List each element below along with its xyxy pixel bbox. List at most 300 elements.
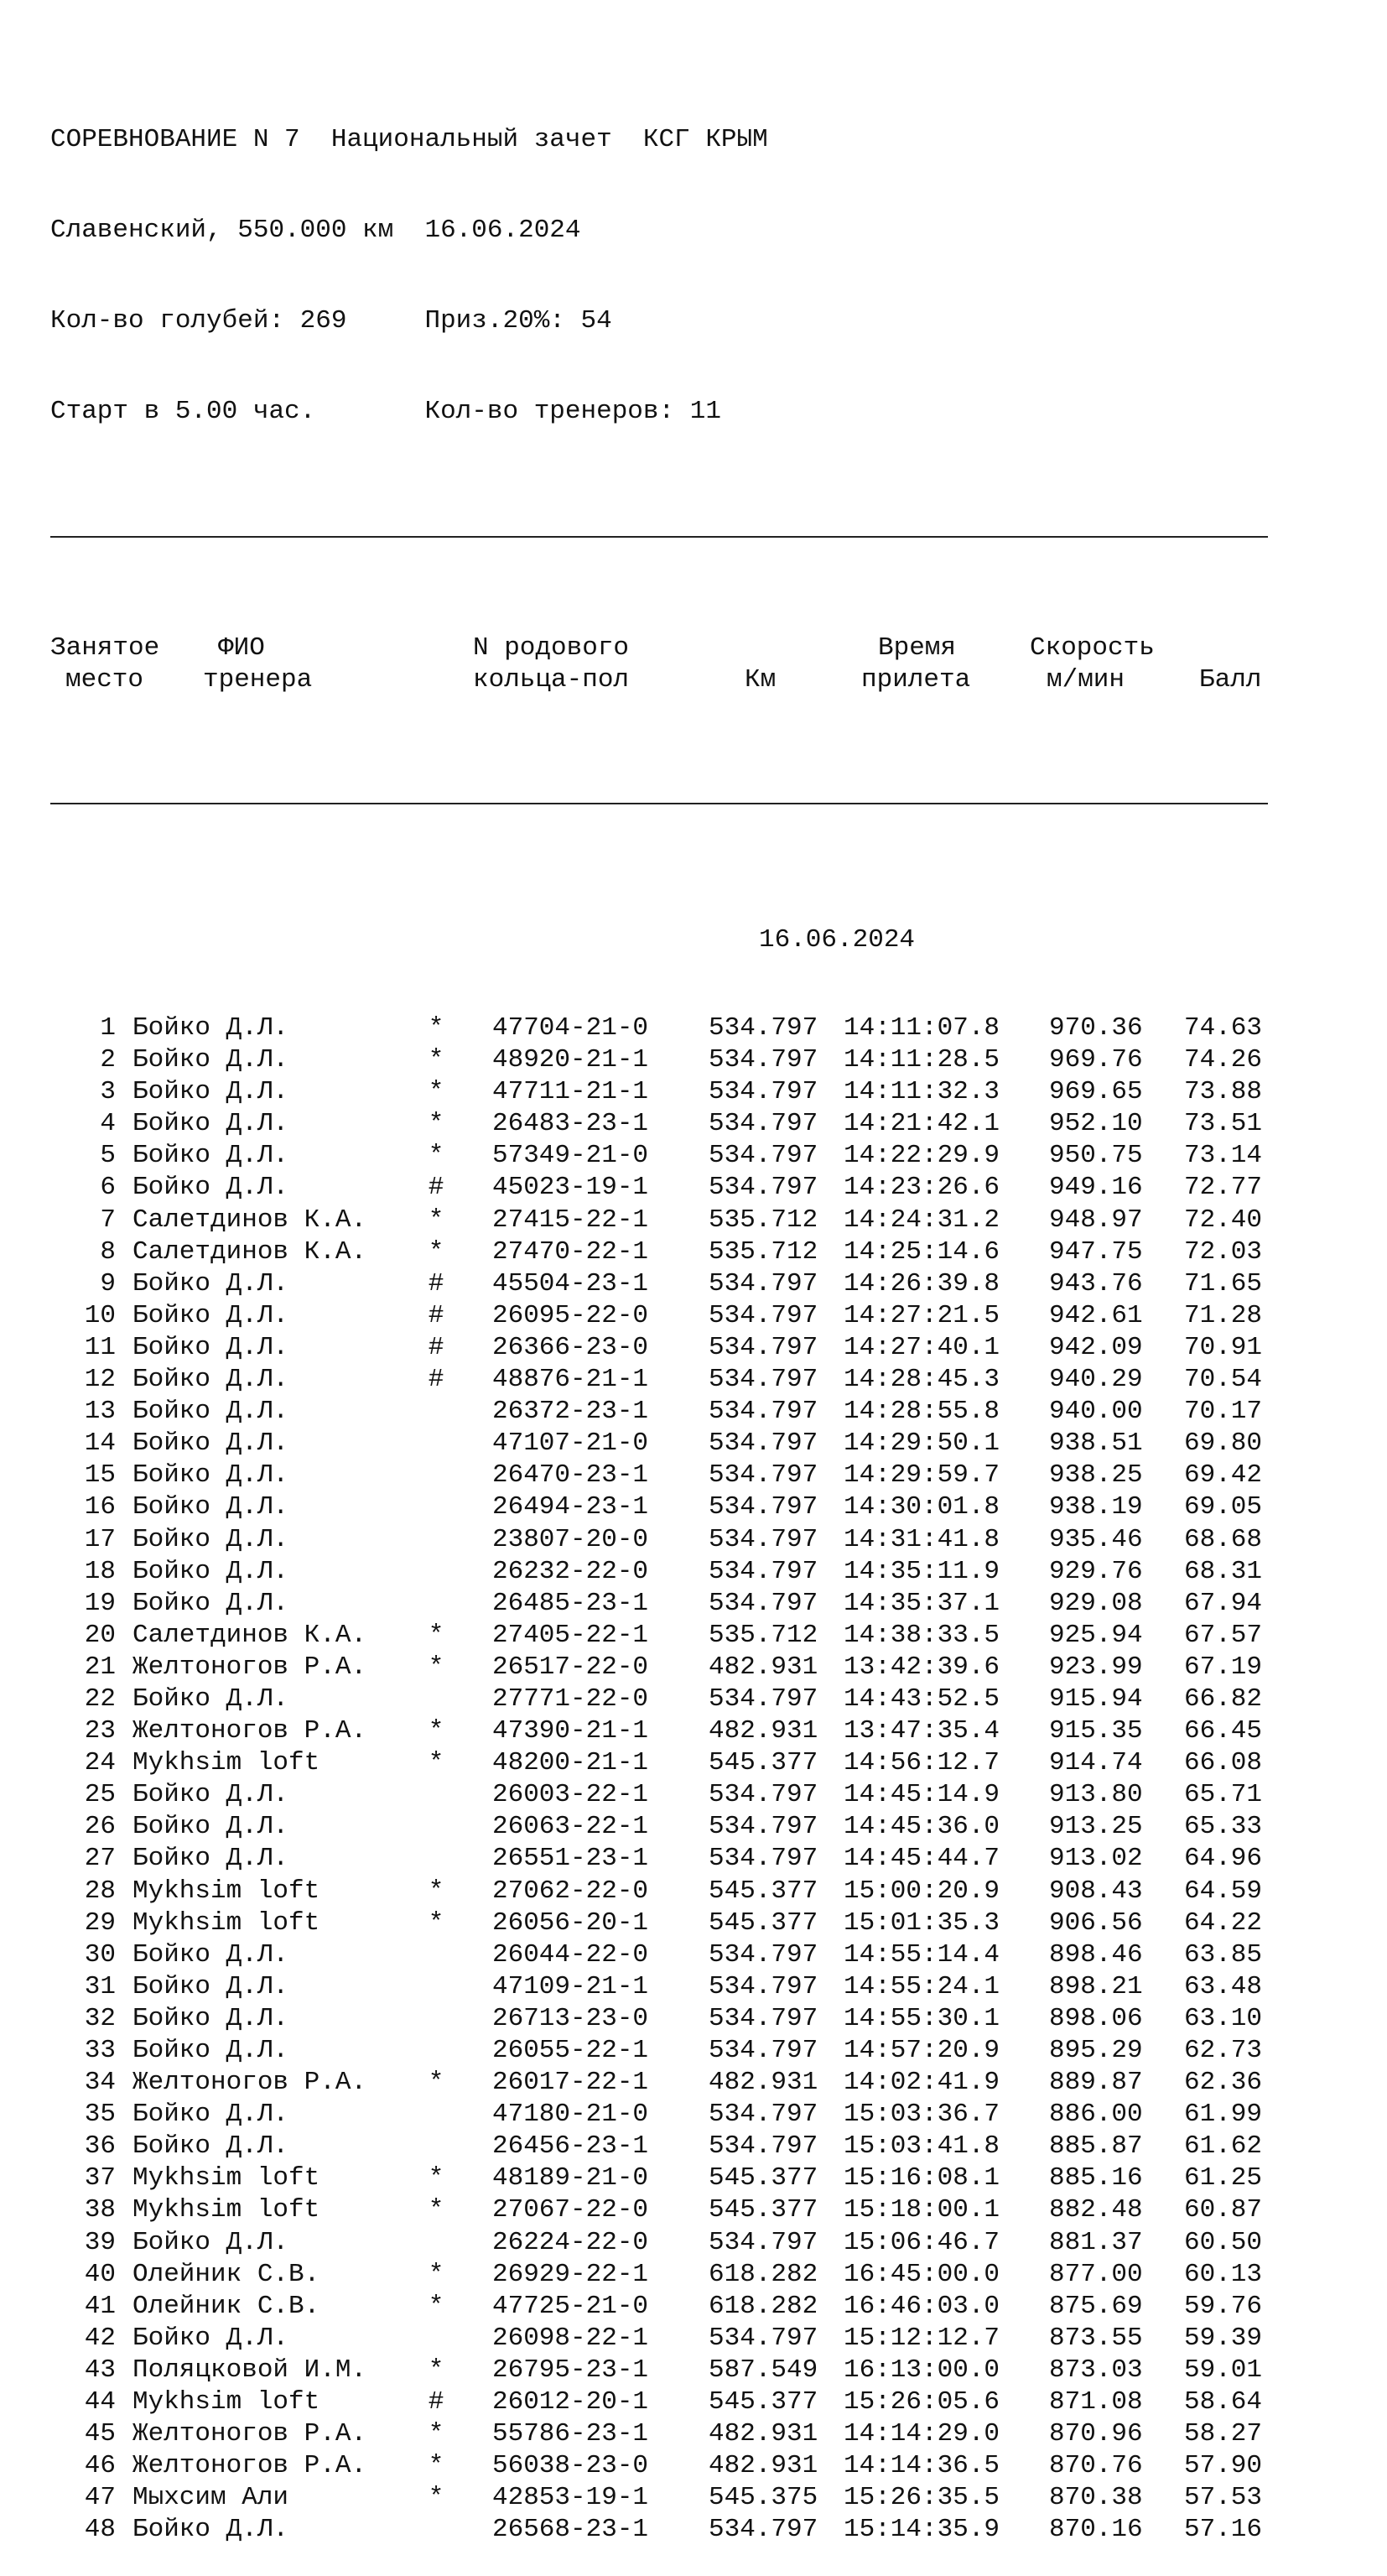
col-name-label-1: ФИО (218, 633, 265, 663)
place-cell: 12 (84, 1365, 116, 1395)
trainer-name-cell: Бойко Д.Л. (132, 1300, 289, 1330)
arrival-time-cell: 16:46:03.0 (844, 2291, 1000, 2321)
score-cell: 59.39 (1184, 2323, 1263, 2353)
ring-number-cell: 26551-23-1 (492, 1844, 649, 1874)
speed-cell: 943.76 (1049, 1268, 1143, 1298)
speed-cell: 952.10 (1049, 1109, 1143, 1139)
arrival-time-cell: 14:35:37.1 (844, 1588, 1000, 1618)
mark-cell: * (428, 1716, 444, 1746)
score-cell: 64.22 (1184, 1907, 1263, 1938)
trainer-name-cell: Желтоногов Р.А. (132, 2068, 367, 2098)
arrival-time-cell: 13:47:35.4 (844, 1716, 1000, 1746)
score-cell: 69.42 (1184, 1460, 1263, 1491)
trainer-name-cell: Бойко Д.Л. (132, 1141, 289, 1171)
mark-cell: * (428, 1013, 444, 1043)
trainer-name-cell: Бойко Д.Л. (132, 1365, 289, 1395)
mark-cell: * (428, 2483, 444, 2513)
table-row (50, 1205, 1268, 1236)
score-cell: 72.40 (1184, 1205, 1263, 1235)
distance-cell: 534.797 (709, 2227, 818, 2257)
place-cell: 34 (84, 2068, 116, 2098)
ring-number-cell: 27067-22-0 (492, 2195, 649, 2225)
mark-cell: * (428, 1620, 444, 1650)
place-cell: 44 (84, 2387, 116, 2417)
score-cell: 60.87 (1184, 2195, 1263, 2225)
arrival-time-cell: 15:26:05.6 (844, 2387, 1000, 2417)
speed-cell: 925.94 (1049, 1620, 1143, 1650)
speed-cell: 913.02 (1049, 1844, 1143, 1874)
arrival-time-cell: 15:06:46.7 (844, 2227, 1000, 2257)
distance-cell: 534.797 (709, 1939, 818, 1970)
speed-cell: 940.00 (1049, 1397, 1143, 1427)
distance-cell: 482.931 (709, 2068, 818, 2098)
release-point-line: Славенский, 550.000 км 16.06.2024 (50, 216, 581, 245)
trainer-name-cell: Бойко Д.Л. (132, 1077, 289, 1107)
table-row (50, 1236, 1268, 1268)
header-bottom-rule (50, 803, 1268, 804)
arrival-time-cell: 14:25:14.6 (844, 1236, 1000, 1267)
table-row (50, 1172, 1268, 1204)
speed-cell: 870.76 (1049, 2451, 1143, 2481)
score-cell: 63.85 (1184, 1939, 1263, 1970)
distance-cell: 534.797 (709, 1365, 818, 1395)
distance-cell: 535.712 (709, 1205, 818, 1235)
table-row (50, 1076, 1268, 1108)
score-cell: 66.45 (1184, 1716, 1263, 1746)
place-cell: 40 (84, 2259, 116, 2289)
mark-cell: * (428, 1876, 444, 1906)
place-cell: 26 (84, 1812, 116, 1842)
trainer-name-cell: Мыхсим Али (132, 2483, 289, 2513)
score-cell: 58.27 (1184, 2419, 1263, 2449)
score-cell: 64.59 (1184, 1876, 1263, 1906)
place-cell: 38 (84, 2195, 116, 2225)
arrival-time-cell: 13:42:39.6 (844, 1652, 1000, 1682)
place-cell: 13 (84, 1397, 116, 1427)
distance-cell: 534.797 (709, 2003, 818, 2033)
table-row (50, 2482, 1268, 2514)
speed-cell: 873.03 (1049, 2355, 1143, 2385)
trainer-name-cell: Бойко Д.Л. (132, 1971, 289, 2001)
arrival-time-cell: 14:11:32.3 (844, 1077, 1000, 1107)
ring-number-cell: 27470-22-1 (492, 1236, 649, 1267)
arrival-time-cell: 14:43:52.5 (844, 1684, 1000, 1714)
table-row (50, 1971, 1268, 2003)
ring-number-cell: 47390-21-1 (492, 1716, 649, 1746)
speed-cell: 938.51 (1049, 1429, 1143, 1459)
ring-number-cell: 26470-23-1 (492, 1460, 649, 1491)
trainer-name-cell: Mykhsim loft (132, 1748, 320, 1778)
distance-cell: 534.797 (709, 1460, 818, 1491)
arrival-time-cell: 14:35:11.9 (844, 1556, 1000, 1586)
trainer-name-cell: Бойко Д.Л. (132, 1268, 289, 1298)
ring-number-cell: 48876-21-1 (492, 1365, 649, 1395)
mark-cell: * (428, 2259, 444, 2289)
place-cell: 24 (84, 1748, 116, 1778)
ring-number-cell: 27405-22-1 (492, 1620, 649, 1650)
mark-cell: # (428, 1365, 444, 1395)
competition-title: СОРЕВНОВАНИЕ N 7 Национальный зачет КСГ КРЫМ (50, 125, 768, 154)
table-row (50, 2131, 1268, 2162)
score-cell: 69.05 (1184, 1492, 1263, 1522)
col-place-label-2: место (65, 665, 144, 695)
distance-cell: 534.797 (709, 2323, 818, 2353)
place-cell: 25 (84, 1780, 116, 1810)
score-cell: 66.08 (1184, 1748, 1263, 1778)
arrival-time-cell: 14:45:44.7 (844, 1844, 1000, 1874)
score-cell: 67.57 (1184, 1620, 1263, 1650)
table-row (50, 2418, 1268, 2450)
ring-number-cell: 26055-22-1 (492, 2036, 649, 2065)
arrival-time-cell: 14:21:42.1 (844, 1109, 1000, 1139)
distance-cell: 534.797 (709, 1684, 818, 1714)
score-cell: 67.94 (1184, 1588, 1263, 1618)
arrival-time-cell: 14:28:45.3 (844, 1365, 1000, 1395)
trainer-name-cell: Бойко Д.Л. (132, 1109, 289, 1139)
trainer-name-cell: Салетдинов К.А. (132, 1236, 367, 1267)
arrival-time-cell: 15:01:35.3 (844, 1907, 1000, 1938)
arrival-time-cell: 14:55:24.1 (844, 1971, 1000, 2001)
trainer-name-cell: Бойко Д.Л. (132, 1780, 289, 1810)
table-row (50, 1715, 1268, 1747)
speed-cell: 923.99 (1049, 1652, 1143, 1682)
trainer-name-cell: Бойко Д.Л. (132, 1844, 289, 1874)
mark-cell: * (428, 1109, 444, 1139)
score-cell: 57.53 (1184, 2483, 1263, 2513)
trainer-name-cell: Бойко Д.Л. (132, 1332, 289, 1362)
table-row (50, 2259, 1268, 2291)
table-row (50, 1332, 1268, 1364)
trainer-name-cell: Желтоногов Р.А. (132, 1652, 367, 1682)
mark-cell: * (428, 2355, 444, 2385)
place-cell: 47 (84, 2483, 116, 2513)
speed-cell: 940.29 (1049, 1365, 1143, 1395)
distance-cell: 482.931 (709, 2419, 818, 2449)
arrival-time-cell: 15:14:35.9 (844, 2515, 1000, 2545)
place-cell: 8 (100, 1236, 116, 1267)
place-cell: 17 (84, 1524, 116, 1554)
mark-cell: * (428, 1077, 444, 1107)
date-separator: 16.06.2024 (759, 925, 916, 955)
table-row (50, 1779, 1268, 1811)
arrival-time-cell: 14:31:41.8 (844, 1524, 1000, 1554)
mark-cell: # (428, 1332, 444, 1362)
trainer-name-cell: Поляцковой И.М. (132, 2355, 367, 2385)
speed-cell: 969.65 (1049, 1077, 1143, 1107)
arrival-time-cell: 16:45:00.0 (844, 2259, 1000, 2289)
arrival-time-cell: 14:14:36.5 (844, 2451, 1000, 2481)
speed-cell: 906.56 (1049, 1907, 1143, 1938)
distance-cell: 587.549 (709, 2355, 818, 2385)
distance-cell: 534.797 (709, 1268, 818, 1298)
score-cell: 64.96 (1184, 1844, 1263, 1874)
speed-cell: 915.35 (1049, 1716, 1143, 1746)
score-cell: 74.63 (1184, 1013, 1263, 1043)
place-cell: 4 (100, 1109, 116, 1139)
ring-number-cell: 26517-22-0 (492, 1652, 649, 1682)
place-cell: 46 (84, 2451, 116, 2481)
speed-cell: 938.25 (1049, 1460, 1143, 1491)
place-cell: 28 (84, 1876, 116, 1906)
ring-number-cell: 57349-21-0 (492, 1141, 649, 1171)
place-cell: 42 (84, 2323, 116, 2353)
mark-cell: * (428, 1045, 444, 1075)
trainer-name-cell: Бойко Д.Л. (132, 1492, 289, 1522)
distance-cell: 534.797 (709, 1109, 818, 1139)
table-row (50, 1396, 1268, 1428)
mark-cell: * (428, 1652, 444, 1682)
place-cell: 48 (84, 2515, 116, 2545)
table-row (50, 2162, 1268, 2194)
ring-number-cell: 26929-22-1 (492, 2259, 649, 2289)
place-cell: 19 (84, 1588, 116, 1618)
distance-cell: 534.797 (709, 1844, 818, 1874)
table-row (50, 1876, 1268, 1907)
speed-cell: 929.08 (1049, 1588, 1143, 1618)
table-row (50, 1588, 1268, 1620)
score-cell: 68.68 (1184, 1524, 1263, 1554)
trainer-name-cell: Бойко Д.Л. (132, 1013, 289, 1043)
ring-number-cell: 26224-22-0 (492, 2227, 649, 2257)
distance-cell: 545.377 (709, 1876, 818, 1906)
start-time-line: Старт в 5.00 час. Кол-во тренеров: 11 (50, 397, 721, 426)
trainer-name-cell: Бойко Д.Л. (132, 1684, 289, 1714)
arrival-time-cell: 16:13:00.0 (844, 2355, 1000, 2385)
mark-cell: * (428, 1907, 444, 1938)
place-cell: 20 (84, 1620, 116, 1650)
place-cell: 43 (84, 2355, 116, 2385)
distance-cell: 545.377 (709, 2387, 818, 2417)
trainer-name-cell: Желтоногов Р.А. (132, 1716, 367, 1746)
score-cell: 65.33 (1184, 1812, 1263, 1842)
place-cell: 15 (84, 1460, 116, 1491)
place-cell: 22 (84, 1684, 116, 1714)
ring-number-cell: 56038-23-0 (492, 2451, 649, 2481)
table-row (50, 1556, 1268, 1588)
distance-cell: 534.797 (709, 1780, 818, 1810)
distance-cell: 534.797 (709, 1397, 818, 1427)
speed-cell: 877.00 (1049, 2259, 1143, 2289)
col-place-label-1: Занятое (50, 633, 160, 663)
place-cell: 30 (84, 1939, 116, 1970)
place-cell: 33 (84, 2036, 116, 2065)
ring-number-cell: 48200-21-1 (492, 1748, 649, 1778)
distance-cell: 618.282 (709, 2259, 818, 2289)
score-cell: 70.91 (1184, 1332, 1263, 1362)
table-row (50, 2514, 1268, 2546)
score-cell: 57.16 (1184, 2515, 1263, 2545)
ring-number-cell: 45023-19-1 (492, 1173, 649, 1203)
place-cell: 35 (84, 2100, 116, 2130)
speed-cell: 914.74 (1049, 1748, 1143, 1778)
trainer-name-cell: Бойко Д.Л. (132, 1397, 289, 1427)
speed-cell: 949.16 (1049, 1173, 1143, 1203)
speed-cell: 885.87 (1049, 2131, 1143, 2162)
distance-cell: 534.797 (709, 2515, 818, 2545)
table-row (50, 1620, 1268, 1652)
distance-cell: 534.797 (709, 1588, 818, 1618)
distance-cell: 534.797 (709, 2131, 818, 2162)
arrival-time-cell: 14:56:12.7 (844, 1748, 1000, 1778)
speed-cell: 870.16 (1049, 2515, 1143, 2545)
distance-cell: 545.375 (709, 2483, 818, 2513)
speed-cell: 873.55 (1049, 2323, 1143, 2353)
distance-cell: 545.377 (709, 1907, 818, 1938)
trainer-name-cell: Бойко Д.Л. (132, 2515, 289, 2545)
score-cell: 68.31 (1184, 1556, 1263, 1586)
speed-cell: 947.75 (1049, 1236, 1143, 1267)
mark-cell: * (428, 1141, 444, 1171)
score-cell: 61.25 (1184, 2163, 1263, 2194)
trainer-name-cell: Желтоногов Р.А. (132, 2419, 367, 2449)
distance-cell: 534.797 (709, 2036, 818, 2065)
speed-cell: 870.38 (1049, 2483, 1143, 2513)
trainer-name-cell: Бойко Д.Л. (132, 2323, 289, 2353)
mark-cell: * (428, 1748, 444, 1778)
score-cell: 62.36 (1184, 2068, 1263, 2098)
trainer-name-cell: Mykhsim loft (132, 1907, 320, 1938)
mark-cell: * (428, 2163, 444, 2194)
trainer-name-cell: Бойко Д.Л. (132, 1939, 289, 1970)
speed-cell: 938.19 (1049, 1492, 1143, 1522)
table-row (50, 2035, 1268, 2067)
col-speed-label-1: Скорость (1030, 633, 1155, 663)
arrival-time-cell: 14:14:29.0 (844, 2419, 1000, 2449)
trainer-name-cell: Олейник С.В. (132, 2291, 320, 2321)
distance-cell: 534.797 (709, 1300, 818, 1330)
arrival-time-cell: 14:22:29.9 (844, 1141, 1000, 1171)
speed-cell: 898.46 (1049, 1939, 1143, 1970)
ring-number-cell: 23807-20-0 (492, 1524, 649, 1554)
place-cell: 11 (84, 1332, 116, 1362)
distance-cell: 534.797 (709, 1141, 818, 1171)
ring-number-cell: 26056-20-1 (492, 1907, 649, 1938)
score-cell: 61.99 (1184, 2100, 1263, 2130)
arrival-time-cell: 15:18:00.1 (844, 2195, 1000, 2225)
table-row (50, 1524, 1268, 1556)
speed-cell: 881.37 (1049, 2227, 1143, 2257)
speed-cell: 908.43 (1049, 1876, 1143, 1906)
results-document (50, 65, 1268, 2576)
score-cell: 63.10 (1184, 2003, 1263, 2033)
table-row (50, 1428, 1268, 1460)
speed-cell: 915.94 (1049, 1684, 1143, 1714)
table-row (50, 1684, 1268, 1715)
table-row (50, 2323, 1268, 2355)
distance-cell: 535.712 (709, 1620, 818, 1650)
ring-number-cell: 47711-21-1 (492, 1077, 649, 1107)
trainer-name-cell: Бойко Д.Л. (132, 1173, 289, 1203)
speed-cell: 870.96 (1049, 2419, 1143, 2449)
trainer-name-cell: Бойко Д.Л. (132, 2036, 289, 2065)
arrival-time-cell: 14:30:01.8 (844, 1492, 1000, 1522)
place-cell: 45 (84, 2419, 116, 2449)
place-cell: 3 (100, 1077, 116, 1107)
col-score-label: Балл (1199, 665, 1262, 695)
table-row (50, 1907, 1268, 1939)
arrival-time-cell: 14:02:41.9 (844, 2068, 1000, 2098)
table-row (50, 1460, 1268, 1491)
place-cell: 39 (84, 2227, 116, 2257)
table-row (50, 1491, 1268, 1523)
column-headers (50, 632, 1268, 696)
table-row (50, 2227, 1268, 2259)
date-separator-row (50, 892, 1268, 955)
distance-cell: 534.797 (709, 1812, 818, 1842)
speed-cell: 929.76 (1049, 1556, 1143, 1586)
arrival-time-cell: 14:38:33.5 (844, 1620, 1000, 1650)
speed-cell: 935.46 (1049, 1524, 1143, 1554)
score-cell: 74.26 (1184, 1045, 1263, 1075)
trainer-name-cell: Салетдинов К.А. (132, 1620, 367, 1650)
arrival-time-cell: 14:29:50.1 (844, 1429, 1000, 1459)
ring-number-cell: 26017-22-1 (492, 2068, 649, 2098)
table-row (50, 1012, 1268, 1044)
mark-cell: # (428, 2387, 444, 2417)
ring-number-cell: 26494-23-1 (492, 1492, 649, 1522)
mark-cell: # (428, 1300, 444, 1330)
distance-cell: 482.931 (709, 1652, 818, 1682)
trainer-name-cell: Бойко Д.Л. (132, 1045, 289, 1075)
speed-cell: 895.29 (1049, 2036, 1143, 2065)
header-top-rule (50, 536, 1268, 538)
speed-cell: 885.16 (1049, 2163, 1143, 2194)
score-cell: 73.88 (1184, 1077, 1263, 1107)
trainer-name-cell: Бойко Д.Л. (132, 1429, 289, 1459)
ring-number-cell: 26795-23-1 (492, 2355, 649, 2385)
distance-cell: 534.797 (709, 1013, 818, 1043)
col-time-label-2: прилета (861, 665, 971, 695)
distance-cell: 534.797 (709, 1332, 818, 1362)
score-cell: 63.48 (1184, 1971, 1263, 2001)
ring-number-cell: 47725-21-0 (492, 2291, 649, 2321)
speed-cell: 886.00 (1049, 2100, 1143, 2130)
birds-count-line: Кол-во голубей: 269 Приз.20%: 54 (50, 306, 612, 336)
speed-cell: 889.87 (1049, 2068, 1143, 2098)
mark-cell: * (428, 2068, 444, 2098)
distance-cell: 534.797 (709, 1173, 818, 1203)
place-cell: 7 (100, 1205, 116, 1235)
table-row (50, 1811, 1268, 1843)
ring-number-cell: 26063-22-1 (492, 1812, 649, 1842)
ring-number-cell: 26232-22-0 (492, 1556, 649, 1586)
trainer-name-cell: Бойко Д.Л. (132, 1556, 289, 1586)
table-row (50, 1652, 1268, 1684)
mark-cell: * (428, 2451, 444, 2481)
table-row (50, 2003, 1268, 2035)
score-cell: 72.77 (1184, 1173, 1263, 1203)
score-cell: 70.17 (1184, 1397, 1263, 1427)
score-cell: 72.03 (1184, 1236, 1263, 1267)
ring-number-cell: 26713-23-0 (492, 2003, 649, 2033)
col-ring-label-2: кольца-пол (473, 665, 630, 695)
place-cell: 27 (84, 1844, 116, 1874)
table-row (50, 2067, 1268, 2099)
table-row (50, 2386, 1268, 2418)
score-cell: 73.14 (1184, 1141, 1263, 1171)
speed-cell: 882.48 (1049, 2195, 1143, 2225)
arrival-time-cell: 15:16:08.1 (844, 2163, 1000, 2194)
ring-number-cell: 27415-22-1 (492, 1205, 649, 1235)
ring-number-cell: 47180-21-0 (492, 2100, 649, 2130)
trainer-name-cell: Желтоногов Р.А. (132, 2451, 367, 2481)
trainer-name-cell: Бойко Д.Л. (132, 2100, 289, 2130)
table-row (50, 1843, 1268, 1875)
col-time-label-1: Время (878, 633, 957, 663)
distance-cell: 534.797 (709, 1077, 818, 1107)
score-cell: 69.80 (1184, 1429, 1263, 1459)
score-cell: 66.82 (1184, 1684, 1263, 1714)
